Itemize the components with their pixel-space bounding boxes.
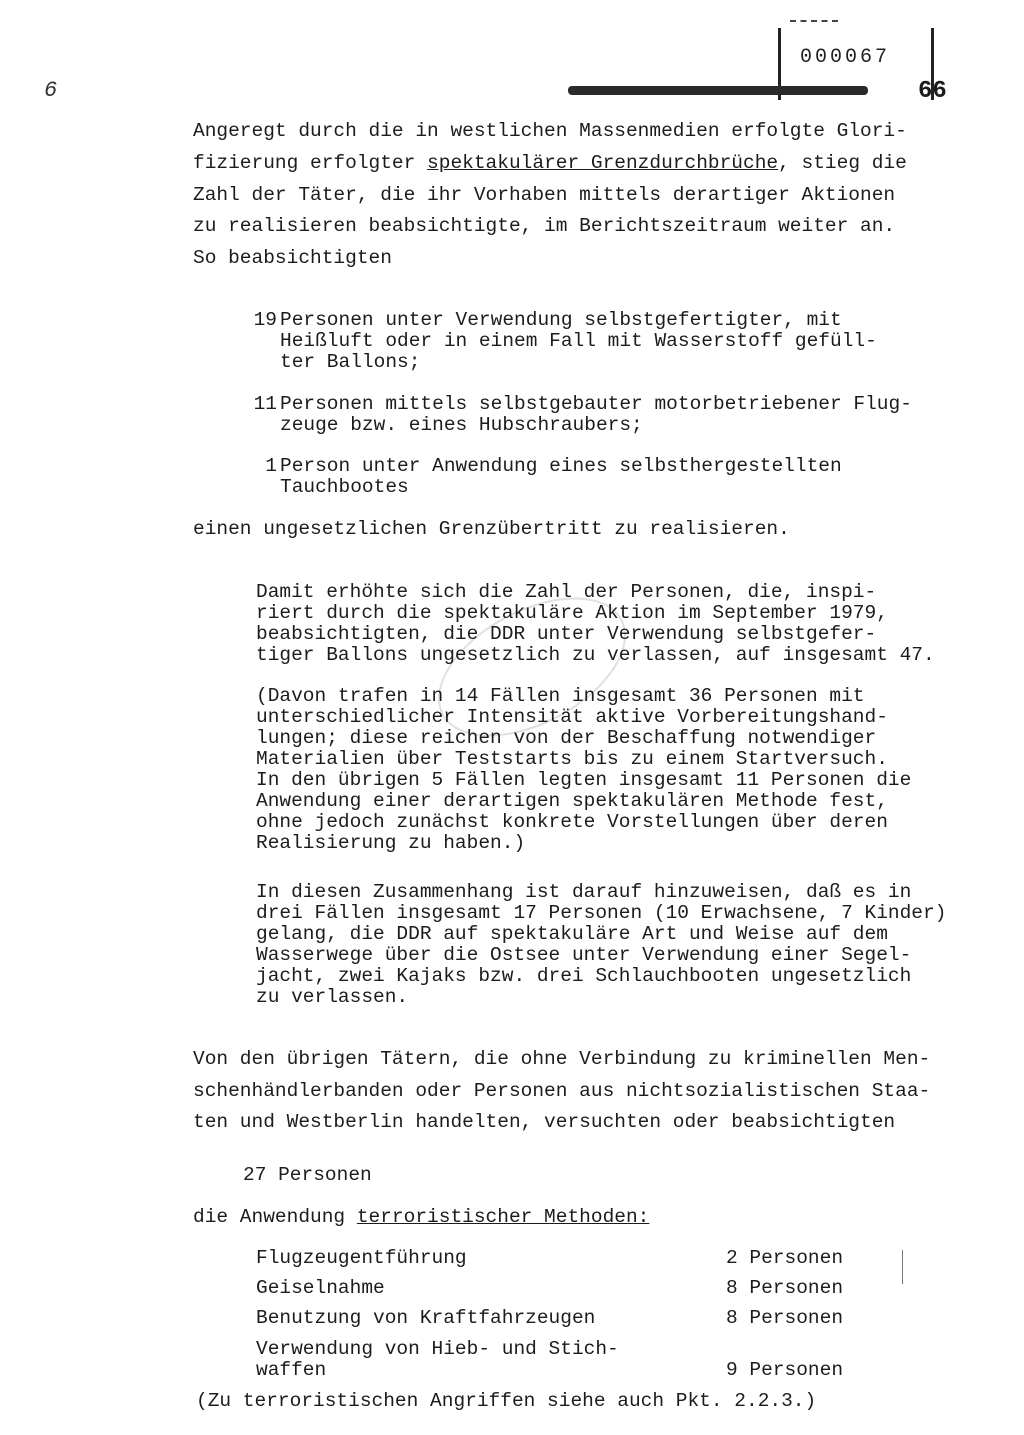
- list-item-text: Tauchbootes: [280, 476, 409, 498]
- footnote: (Zu terroristischen Angriffen siehe auch Pkt. 2.2.3.): [196, 1390, 817, 1412]
- underlined-phrase: spektakulärer Grenzdurchbrüche: [427, 152, 779, 174]
- list-item-text: ter Ballons;: [280, 351, 421, 373]
- para-zusammenhang-line: Wasserwege über die Ostsee unter Verwendung einer Segel-: [256, 944, 912, 966]
- margin-tick: [902, 1250, 903, 1284]
- method-count: 8 Personen: [726, 1277, 844, 1299]
- list-item-text: Personen unter Verwendung selbstgefertigter, mit: [280, 309, 842, 331]
- para-davon-line: Materialien über Teststarts bis zu einem Startversuch.: [256, 748, 888, 770]
- list-item-number: 11: [253, 393, 277, 415]
- para-davon-line: Anwendung einer derartigen spektakulären Methode fest,: [256, 790, 888, 812]
- para-zusammenhang-line: In diesen Zusammenhang ist darauf hinzuweisen, daß es in: [256, 881, 912, 903]
- list-conclusion: einen ungesetzlichen Grenzübertritt zu realisieren.: [193, 518, 790, 540]
- list-item-text: Heißluft oder in einem Fall mit Wasserstoff gefüll-: [280, 330, 877, 352]
- method-row: [256, 1339, 876, 1383]
- method-label: Benutzung von Kraftfahrzeugen: [256, 1307, 596, 1329]
- archive-stamp-number: 000067: [800, 46, 891, 69]
- method-label: Flugzeugentführung: [256, 1247, 467, 1269]
- method-count: 9 Personen: [726, 1359, 844, 1381]
- redaction-bar: [568, 86, 868, 95]
- para-damit-line: Damit erhöhte sich die Zahl der Personen, die, inspi-: [256, 581, 877, 603]
- para-zusammenhang-line: drei Fällen insgesamt 17 Personen (10 Erwachsene, 7 Kinder): [256, 902, 947, 924]
- intro-line-1: Angeregt durch die in westlichen Massenmedien erfolgte Glori-: [193, 120, 907, 142]
- list-item: [243, 394, 963, 438]
- para-davon-line: Realisierung zu haben.): [256, 832, 526, 854]
- intro-line-5: So beabsichtigten: [193, 247, 392, 269]
- methods-intro: die Anwendung terroristischer Methoden:: [193, 1206, 650, 1228]
- para-zusammenhang-line: jacht, zwei Kajaks bzw. drei Schlauchbooten ungesetzlich: [256, 965, 912, 987]
- method-label-continuation: waffen: [256, 1359, 327, 1381]
- para-davon-line: unterschiedlicher Intensität aktive Vorbereitungshand-: [256, 706, 888, 728]
- person-count: 27 Personen: [243, 1164, 372, 1186]
- list-item-text: zeuge bzw. eines Hubschraubers;: [280, 414, 643, 436]
- method-count: 2 Personen: [726, 1247, 844, 1269]
- method-row: [256, 1278, 876, 1300]
- para-davon-line: lungen; diese reichen von der Beschaffung notwendiger: [256, 727, 877, 749]
- method-label: Geiselnahme: [256, 1277, 385, 1299]
- para-davon-line: ohne jedoch zunächst konkrete Vorstellungen über deren: [256, 811, 888, 833]
- method-count: 8 Personen: [726, 1307, 844, 1329]
- stamp-scribble: [790, 20, 838, 26]
- list-item-text: Person unter Anwendung eines selbsthergestellten: [280, 455, 842, 477]
- method-row: [256, 1308, 876, 1330]
- para-zusammenhang-line: zu verlassen.: [256, 986, 409, 1008]
- para-damit-line: tiger Ballons ungesetzlich zu verlassen, auf insgesamt 47.: [256, 644, 935, 666]
- methods-heading: terroristischer Methoden:: [356, 1206, 650, 1228]
- para-damit-line: beabsichtigten, die DDR unter Verwendung selbstgefer-: [256, 623, 877, 645]
- para-uebrigen-line: Von den übrigen Tätern, die ohne Verbindung zu kriminellen Men-: [193, 1048, 931, 1070]
- list-item-number: 19: [253, 309, 277, 331]
- page-number: 66: [918, 78, 947, 105]
- list-item: [243, 310, 963, 376]
- para-zusammenhang-line: gelang, die DDR auf spektakuläre Art und Weise auf dem: [256, 923, 888, 945]
- para-uebrigen-line: ten und Westberlin handelten, versuchten oder beabsichtigten: [193, 1111, 896, 1133]
- intro-line-4: zu realisieren beabsichtigte, im Berichtszeitraum weiter an.: [193, 215, 896, 237]
- method-row: [256, 1248, 876, 1270]
- para-davon-line: In den übrigen 5 Fällen legten insgesamt 11 Personen die: [256, 769, 912, 791]
- list-item-number: 1: [265, 455, 277, 477]
- para-damit-line: riert durch die spektakuläre Aktion im September 1979,: [256, 602, 888, 624]
- para-davon-line: (Davon trafen in 14 Fällen insgesamt 36 Personen mit: [256, 685, 865, 707]
- para-uebrigen-line: schenhändlerbanden oder Personen aus nichtsozialistischen Staa-: [193, 1080, 931, 1102]
- method-label: Verwendung von Hieb- und Stich-: [256, 1338, 619, 1360]
- intro-line-2: fizierung erfolgter spektakulärer Grenzdurchbrüche, stieg die: [193, 152, 907, 174]
- list-item-text: Personen mittels selbstgebauter motorbetriebener Flug-: [280, 393, 912, 415]
- list-item: [243, 456, 963, 500]
- intro-line-3: Zahl der Täter, die ihr Vorhaben mittels derartiger Aktionen: [193, 184, 896, 206]
- margin-handwritten-mark: 6: [44, 78, 58, 103]
